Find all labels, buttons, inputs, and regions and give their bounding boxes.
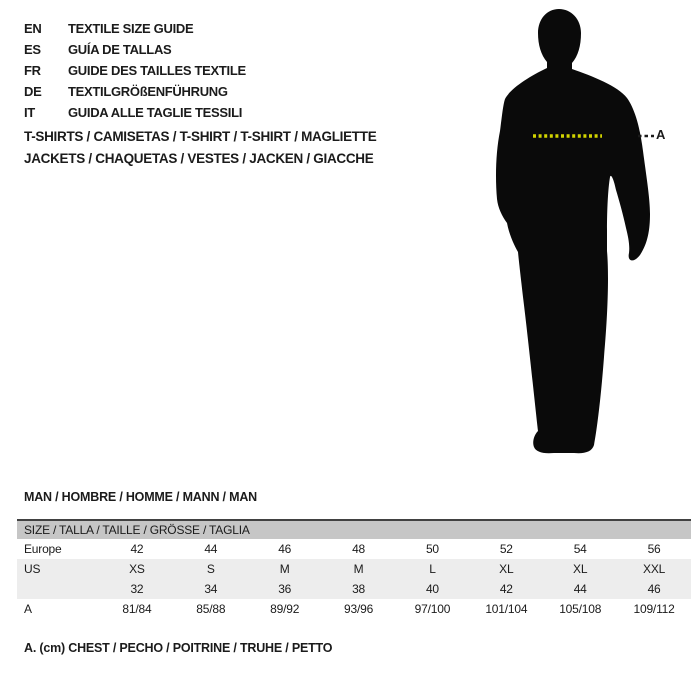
language-row [24,39,246,60]
size-cell: 109/112 [633,602,675,616]
size-cell: 54 [573,542,587,556]
language-code: IT [24,105,35,120]
size-cell: 50 [425,542,439,556]
size-cell: 46 [647,582,661,596]
size-cell: 48 [352,542,366,556]
size-cell: 97/100 [414,602,451,616]
size-cell: 105/108 [559,602,602,616]
language-label: GUIDA ALLE TAGLIE TESSILI [68,105,243,120]
size-cell: L [429,562,436,576]
man-silhouette [480,5,695,457]
size-cell: 36 [278,582,292,596]
language-row [24,102,246,123]
language-label: GUIDE DES TAILLES TEXTILE [68,63,246,78]
size-table-row [17,579,691,599]
man-silhouette-path [496,9,650,453]
figure-area [480,5,695,457]
size-cell: 34 [204,582,218,596]
product-line-tshirts: T-SHIRTS / CAMISETAS / T-SHIRT / T-SHIRT / MAGLIETTE [24,129,377,144]
size-cell: 32 [130,582,144,596]
language-row [24,18,246,39]
language-label: GUÍA DE TALLAS [68,42,172,57]
product-line-jackets: JACKETS / CHAQUETAS / VESTES / JACKEN / GIACCHE [24,151,374,166]
size-row-label: A [24,602,32,616]
language-code: DE [24,84,42,99]
chest-measure-label: A [656,127,666,142]
size-cell: XXL [643,562,666,576]
size-cell: 93/96 [344,602,374,616]
size-cell: M [279,562,290,576]
size-cell: 42 [499,582,513,596]
language-row [24,81,246,102]
size-table-row [17,559,691,579]
size-cell: 56 [647,542,661,556]
size-cell: XL [573,562,588,576]
language-label: TEXTILE SIZE GUIDE [68,21,194,36]
language-code: EN [24,21,42,36]
section-title: MAN / HOMBRE / HOMME / MANN / MAN [24,490,257,504]
size-cell: 101/104 [485,602,528,616]
size-cell: M [353,562,364,576]
size-table-header: SIZE / TALLA / TAILLE / GRÖSSE / TAGLIA [17,521,691,539]
size-cell: 44 [573,582,587,596]
size-cell: 42 [130,542,144,556]
language-code: ES [24,42,41,57]
size-cell: 52 [499,542,513,556]
size-cell: 38 [352,582,366,596]
size-cell: S [206,562,215,576]
size-cell: 85/88 [196,602,226,616]
size-table-row [17,539,691,559]
language-code: FR [24,63,41,78]
size-table-body [17,539,691,619]
size-cell: 44 [204,542,218,556]
size-cell: 46 [278,542,292,556]
size-cell: 89/92 [270,602,300,616]
size-cell: XL [499,562,514,576]
size-cell: 40 [425,582,439,596]
size-cell: XS [129,562,145,576]
language-list [24,18,246,123]
size-table-row [17,599,691,619]
footnote: A. (cm) CHEST / PECHO / POITRINE / TRUHE / PETTO [24,641,333,655]
product-lines [24,126,376,170]
size-row-label: US [24,562,41,576]
size-table [17,519,691,619]
size-row-label: Europe [24,542,62,556]
language-label: TEXTILGRÖßENFÜHRUNG [68,84,228,99]
language-row [24,60,246,81]
size-cell: 81/84 [122,602,152,616]
